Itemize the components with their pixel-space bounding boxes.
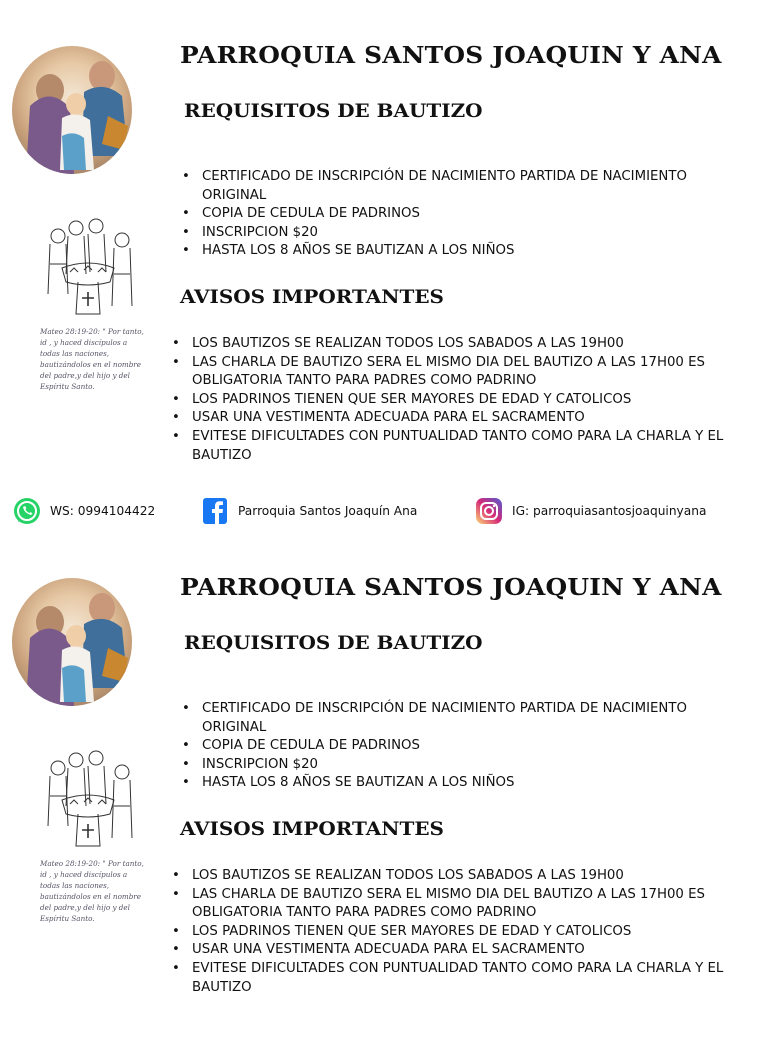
list-item: • LOS PADRINOS TIENEN QUE SER MAYORES DE EDAD Y CATOLICOS <box>170 923 760 942</box>
notices-heading: AVISOS IMPORTANTES <box>180 286 444 308</box>
whatsapp-contact[interactable] <box>12 494 155 528</box>
list-item: • USAR UNA VESTIMENTA ADECUADA PARA EL SACRAMENTO <box>170 941 760 960</box>
list-item: • INSCRIPCION $20 <box>180 756 740 775</box>
list-item: • LOS PADRINOS TIENEN QUE SER MAYORES DE EDAD Y CATOLICOS <box>170 391 760 410</box>
parish-title: PARROQUIA SANTOS JOAQUIN Y ANA <box>180 42 722 69</box>
notices-list <box>170 867 760 997</box>
saints-painting-image <box>12 578 132 706</box>
bible-quote: Mateo 28:19-20: " Por tanto, id , y haced discípulos a todas las naciones, bautizándolos en el nombre del padre,y del hijo y del Espíritu Santo. <box>40 327 144 391</box>
requirements-heading: REQUISITOS DE BAUTIZO <box>184 632 483 654</box>
notices-list <box>170 335 760 465</box>
flyer-2 <box>0 532 768 1064</box>
list-item: • EVITESE DIFICULTADES CON PUNTUALIDAD TANTO COMO PARA LA CHARLA Y EL BAUTIZO <box>170 960 760 997</box>
list-item: • CERTIFICADO DE INSCRIPCIÓN DE NACIMIENTO PARTIDA DE NACIMIENTO ORIGINAL <box>180 168 740 205</box>
whatsapp-icon <box>12 496 42 526</box>
baptism-sketch-image <box>40 746 138 854</box>
parish-title: PARROQUIA SANTOS JOAQUIN Y ANA <box>180 574 722 601</box>
list-item: • COPIA DE CEDULA DE PADRINOS <box>180 205 740 224</box>
list-item: • HASTA LOS 8 AÑOS SE BAUTIZAN A LOS NIÑOS <box>180 774 740 793</box>
requirements-list <box>180 168 740 261</box>
instagram-contact[interactable] <box>474 494 706 528</box>
requirements-heading: REQUISITOS DE BAUTIZO <box>184 100 483 122</box>
list-item: • LAS CHARLA DE BAUTIZO SERA EL MISMO DIA DEL BAUTIZO A LAS 17H00 ES OBLIGATORIA TANTO PARA PADRES COMO PADRINO <box>170 886 760 923</box>
list-item: • COPIA DE CEDULA DE PADRINOS <box>180 737 740 756</box>
saints-painting-image <box>12 46 132 174</box>
notices-heading: AVISOS IMPORTANTES <box>180 818 444 840</box>
list-item: • LOS BAUTIZOS SE REALIZAN TODOS LOS SABADOS A LAS 19H00 <box>170 335 760 354</box>
list-item: • INSCRIPCION $20 <box>180 224 740 243</box>
facebook-page-name: Parroquia Santos Joaquín Ana <box>238 504 418 518</box>
instagram-handle: IG: parroquiasantosjoaquinyana <box>512 504 707 518</box>
requirements-list <box>180 700 740 793</box>
facebook-icon <box>200 496 230 526</box>
whatsapp-number: WS: 0994104422 <box>50 504 156 518</box>
baptism-sketch-image <box>40 214 138 322</box>
list-item: • LOS BAUTIZOS SE REALIZAN TODOS LOS SABADOS A LAS 19H00 <box>170 867 760 886</box>
list-item: • EVITESE DIFICULTADES CON PUNTUALIDAD TANTO COMO PARA LA CHARLA Y EL BAUTIZO <box>170 428 760 465</box>
instagram-icon <box>474 496 504 526</box>
facebook-contact[interactable] <box>200 494 417 528</box>
list-item: • USAR UNA VESTIMENTA ADECUADA PARA EL SACRAMENTO <box>170 409 760 428</box>
list-item: • CERTIFICADO DE INSCRIPCIÓN DE NACIMIENTO PARTIDA DE NACIMIENTO ORIGINAL <box>180 700 740 737</box>
list-item: • HASTA LOS 8 AÑOS SE BAUTIZAN A LOS NIÑOS <box>180 242 740 261</box>
bible-quote: Mateo 28:19-20: " Por tanto, id , y haced discípulos a todas las naciones, bautizándolos en el nombre del padre,y del hijo y del Espíritu Santo. <box>40 859 144 923</box>
list-item: • LAS CHARLA DE BAUTIZO SERA EL MISMO DIA DEL BAUTIZO A LAS 17H00 ES OBLIGATORIA TANTO PARA PADRES COMO PADRINO <box>170 354 760 391</box>
